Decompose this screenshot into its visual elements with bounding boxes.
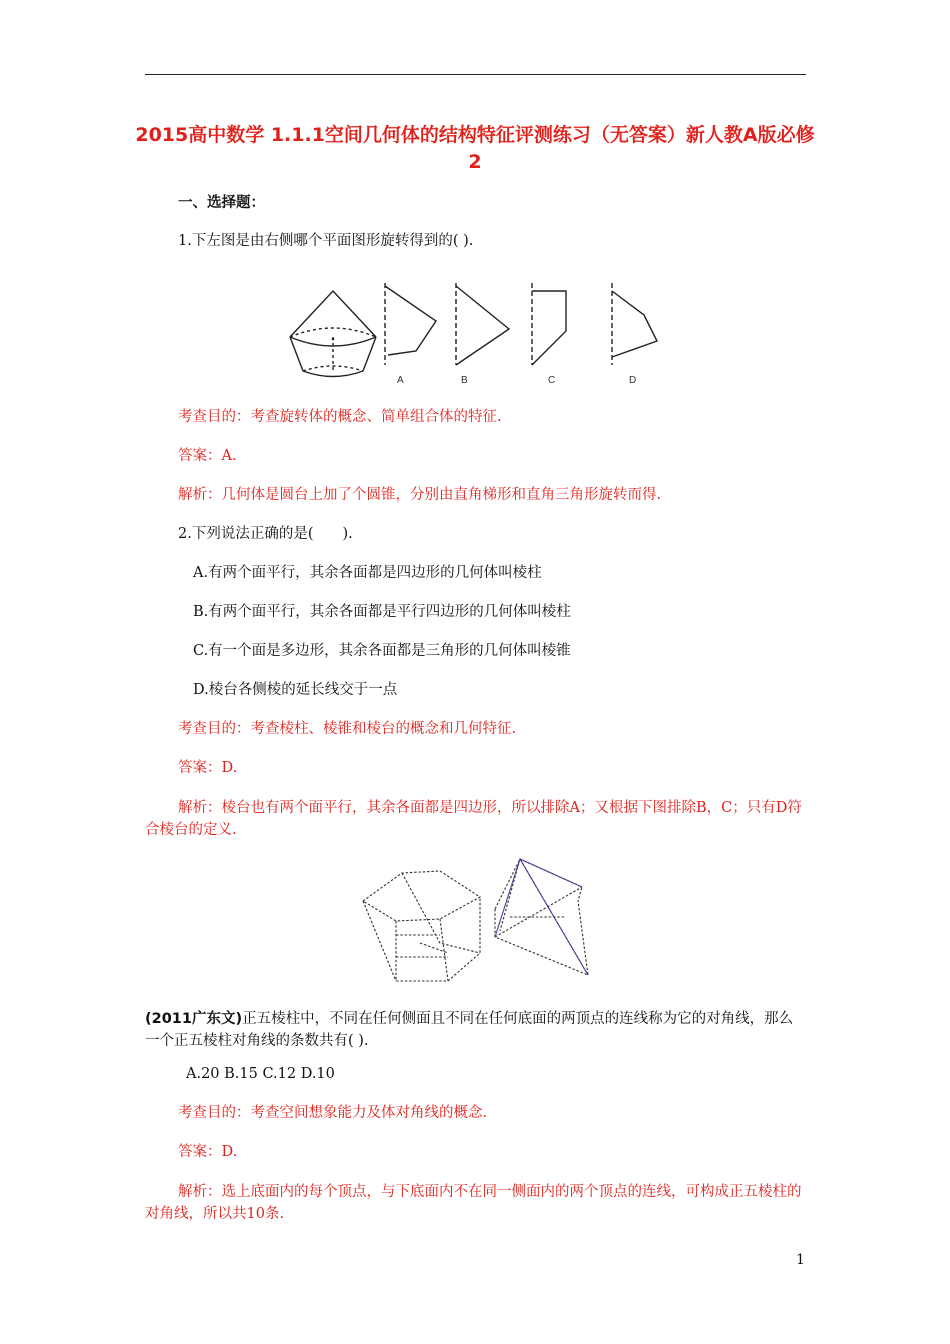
frustum-bottom-front: [303, 371, 363, 377]
q3-stem-text: 正五棱柱中，不同在任何侧面且不同在任何底面的两顶点的连线称为它的对角线，那么一个正五棱柱对角线的条数共有( ).: [145, 1011, 794, 1049]
q1-stem: 1.下左图是由右侧哪个平面图形旋转得到的( ).: [178, 233, 474, 249]
q3-source: (2011广东文): [145, 1011, 243, 1027]
q2-option-a: A.有两个面平行，其余各面都是四边形的几何体叫棱柱: [193, 565, 542, 581]
cone-sides: [290, 291, 376, 337]
option-a-shape: [385, 286, 436, 355]
cone-base-back: [290, 328, 376, 337]
header-rule: [145, 74, 806, 75]
option-c-label: C: [548, 375, 556, 386]
q2-option-c: C.有一个面是多边形，其余各面都是三角形的几何体叫棱锥: [193, 643, 571, 659]
q1-analysis: 解析：几何体是圆台上加了个圆锥，分别由直角梯形和直角三角形旋转而得.: [178, 487, 662, 503]
q1-purpose: 考查目的：考查旋转体的概念、简单组合体的特征.: [178, 409, 502, 425]
q2-option-b: B.有两个面平行，其余各面都是平行四边形的几何体叫棱柱: [193, 604, 571, 620]
q3-options: A.20 B.15 C.12 D.10: [186, 1066, 335, 1082]
q2-option-d: D.棱台各侧棱的延长线交于一点: [193, 682, 398, 698]
section-heading: 一、选择题：: [178, 195, 265, 211]
q3-purpose: 考查目的：考查空间想象能力及体对角线的概念.: [178, 1105, 488, 1121]
q3-analysis: 解析：选上底面内的每个顶点，与下底面内不在同一侧面内的两个顶点的连线，可构成正五棱柱的对角线，所以共10条.: [145, 1184, 802, 1222]
q1-answer: 答案：A.: [178, 448, 237, 464]
page-title: 2015高中数学 1.1.1空间几何体的结构特征评测练习（无答案）新人教A版必修2: [135, 124, 815, 173]
option-d-label: D: [629, 375, 637, 386]
option-d-shape: [612, 291, 657, 357]
q2-figure: [360, 857, 592, 985]
q1-figure: [285, 283, 675, 388]
q2-answer: 答案：D.: [178, 760, 238, 776]
option-a-label: A: [397, 375, 404, 386]
option-b-shape: [456, 286, 509, 365]
option-b-label: B: [461, 375, 468, 386]
q2-analysis: 解析：棱台也有两个面平行，其余各面都是四边形，所以排除A；又根据下图排除B，C；只有D符合棱台的定义.: [145, 800, 802, 838]
q3-stem: [145, 1008, 807, 1052]
q2-purpose: 考查目的：考查棱柱、棱锥和棱台的概念和几何特征.: [178, 721, 517, 737]
q2-stem: 2.下列说法正确的是( ).: [178, 526, 353, 542]
q3-answer: 答案：D.: [178, 1144, 238, 1160]
page-number: 1: [796, 1252, 805, 1268]
option-c-shape: [532, 291, 566, 365]
